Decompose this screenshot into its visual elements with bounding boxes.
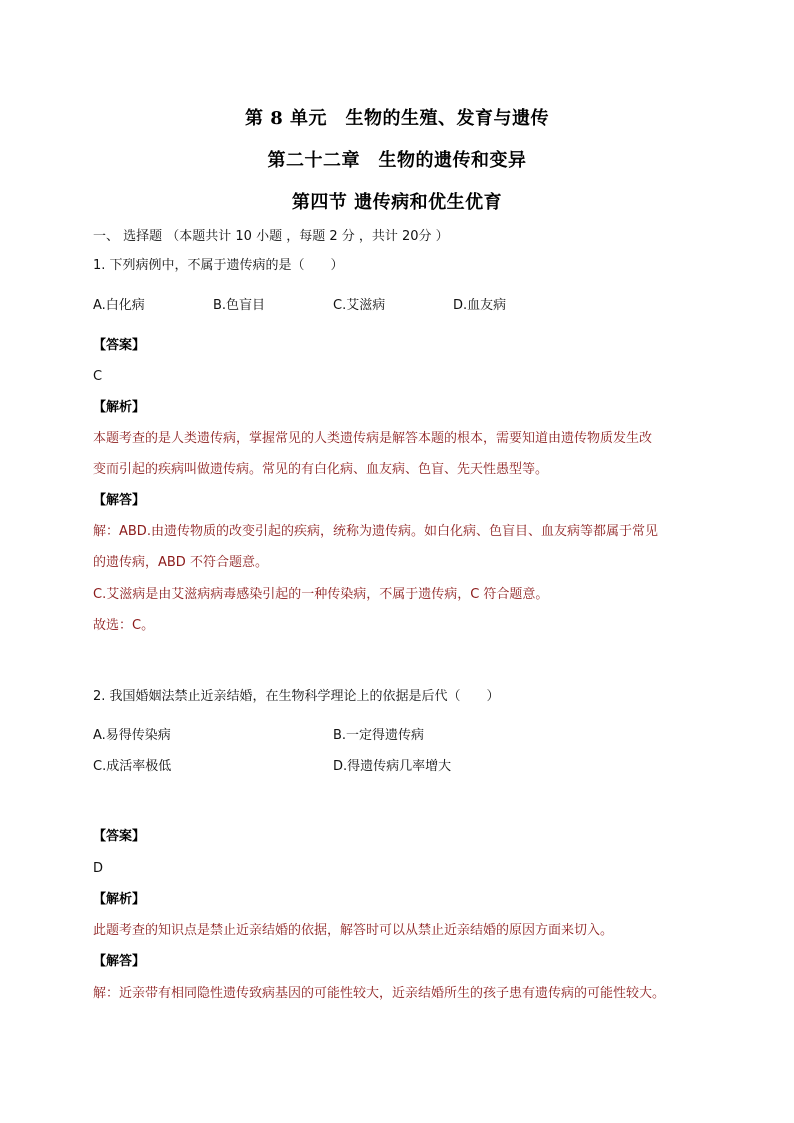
q1-answer-label: 【答案】 xyxy=(93,338,146,353)
q2-solution-line: 解：近亲带有相同隐性遗传致病基因的可能性较大，近亲结婚所生的孩子患有遗传病的可能性较大。 xyxy=(93,986,666,1001)
q2-answer-value: D xyxy=(93,861,104,876)
q1-option-a: A.白化病 xyxy=(93,298,145,313)
section-title: 第四节 遗传病和优生优育 xyxy=(291,192,503,213)
q1-solution-label: 【解答】 xyxy=(93,493,146,508)
q1-analysis-label: 【解析】 xyxy=(93,400,146,415)
q2-analysis-line: 此题考查的知识点是禁止近亲结婚的依据，解答时可以从禁止近亲结婚的原因方面来切入。 xyxy=(93,923,614,938)
q2-answer-label: 【答案】 xyxy=(93,829,146,844)
q2-option-d: D.得遗传病几率增大 xyxy=(333,759,452,774)
chapter-title: 第二十二章 生物的遗传和变异 xyxy=(267,150,527,171)
q2-option-b: B.一定得遗传病 xyxy=(333,728,425,743)
q1-option-c: C.艾滋病 xyxy=(333,298,386,313)
q1-solution-line: 解：ABD.由遗传物质的改变引起的疾病，统称为遗传病。如白化病、色盲目、血友病等都属于常见 xyxy=(93,524,658,539)
q1-option-b: B.色盲目 xyxy=(213,298,266,313)
q2-solution-label: 【解答】 xyxy=(93,954,146,969)
q1-answer-value: C xyxy=(93,369,103,384)
question-1-stem: 1. 下列病例中，不属于遗传病的是（ ） xyxy=(93,258,344,273)
unit-title: 第 8 单元 生物的生殖、发育与遗传 xyxy=(244,108,550,129)
q1-analysis-line: 本题考查的是人类遗传病，掌握常见的人类遗传病是解答本题的根本，需要知道由遗传物质发生改 xyxy=(93,431,653,446)
q2-analysis-label: 【解析】 xyxy=(93,892,146,907)
question-2-stem: 2. 我国婚姻法禁止近亲结婚，在生物科学理论上的依据是后代（ ） xyxy=(93,689,500,704)
q1-solution-line: C.艾滋病是由艾滋病病毒感染引起的一种传染病，不属于遗传病，C 符合题意。 xyxy=(93,587,549,602)
section-intro: 一、 选择题 （本题共计 10 小题 ，每题 2 分 ，共计 20分 ） xyxy=(93,229,449,244)
q1-solution-line: 故选：C。 xyxy=(93,618,155,633)
q1-analysis-line: 变而引起的疾病叫做遗传病。常见的有白化病、血友病、色盲、先天性愚型等。 xyxy=(93,462,549,477)
q2-option-c: C.成活率极低 xyxy=(93,759,172,774)
q2-option-a: A.易得传染病 xyxy=(93,728,171,743)
q1-solution-line: 的遗传病，ABD 不符合题意。 xyxy=(93,555,268,570)
q1-option-d: D.血友病 xyxy=(453,298,507,313)
